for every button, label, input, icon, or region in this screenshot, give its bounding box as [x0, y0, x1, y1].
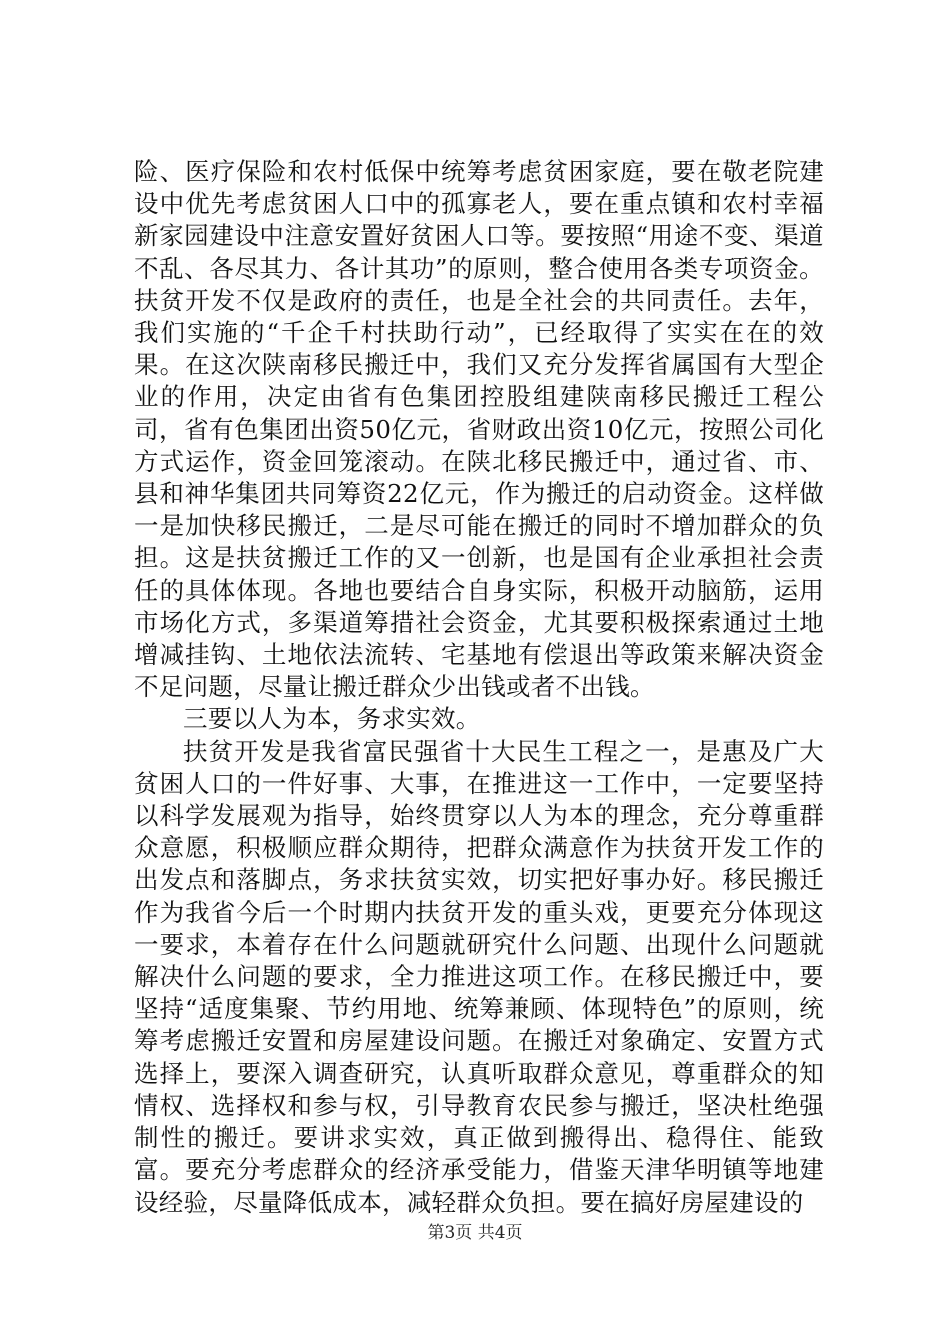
- section-heading: 三要以人为本，务求实效。: [183, 704, 481, 734]
- paragraph-body: 扶贫开发是我省富民强省十大民生工程之一，是惠及广大贫困人口的一件好事、大事，在推进这一工作中，一定要坚持以科学发展观为指导，始终贯穿以人为本的理念，充分尊重群众意愿，积极顺应群众期待，把群众满意作为扶贫开发工作的出发点和落脚点，务求扶贫实效，切实把好事办好。移民搬迁作为我省今后一个时期内扶贫开发的重头戏，更要充分体现这一要求，本着存在什么问题就研究什么问题、出现什么问题就解决什么问题的要求，全力推进这项工作。在移民搬迁中，要坚持“适度集聚、节约用地、统筹兼顾、体现特色”的原则，统筹考虑搬迁安置和房屋建设问题。在搬迁对象确定、安置方式选择上，要深入调查研究，认真听取群众意见，尊重群众的知情权、选择权和参与权，引导教育农民参与搬迁，坚决杜绝强制性的搬迁。要讲求实效，真正做到搬得出、稳得住、能致富。要充分考虑群众的经济承受能力，借鉴天津华明镇等地建设经验，尽量降低成本，减轻群众负担。要在搞好房屋建设的: [134, 736, 824, 1217]
- document-body: [134, 156, 824, 1219]
- page-footer: 第3页 共4页: [427, 1223, 523, 1243]
- paragraph-continuation: 险、医疗保险和农村低保中统筹考虑贫困家庭，要在敬老院建设中优先考虑贫困人口中的孤寡老人，要在重点镇和农村幸福新家园建设中注意安置好贫困人口等。要按照“用途不变、渠道不乱、各尽其力、各计其功”的原则，整合使用各类专项资金。扶贫开发不仅是政府的责任，也是全社会的共同责任。去年，我们实施的“千企千村扶助行动”，已经取得了实实在在的效果。在这次陕南移民搬迁中，我们又充分发挥省属国有大型企业的作用，决定由省有色集团控股组建陕南移民搬迁工程公司，省有色集团出资50亿元，省财政出资10亿元，按照公司化方式运作，资金回笼滚动。在陕北移民搬迁中，通过省、市、县和神华集团共同筹资22亿元，作为搬迁的启动资金。这样做一是加快移民搬迁，二是尽可能在搬迁的同时不增加群众的负担。这是扶贫搬迁工作的又一创新，也是国有企业承担社会责任的具体体现。各地也要结合自身实际，积极开动脑筋，运用市场化方式，多渠道筹措社会资金，尤其要积极探索通过土地增减挂钩、土地依法流转、宅基地有偿退出等政策来解决资金不足问题，尽量让搬迁群众少出钱或者不出钱。: [134, 157, 824, 702]
